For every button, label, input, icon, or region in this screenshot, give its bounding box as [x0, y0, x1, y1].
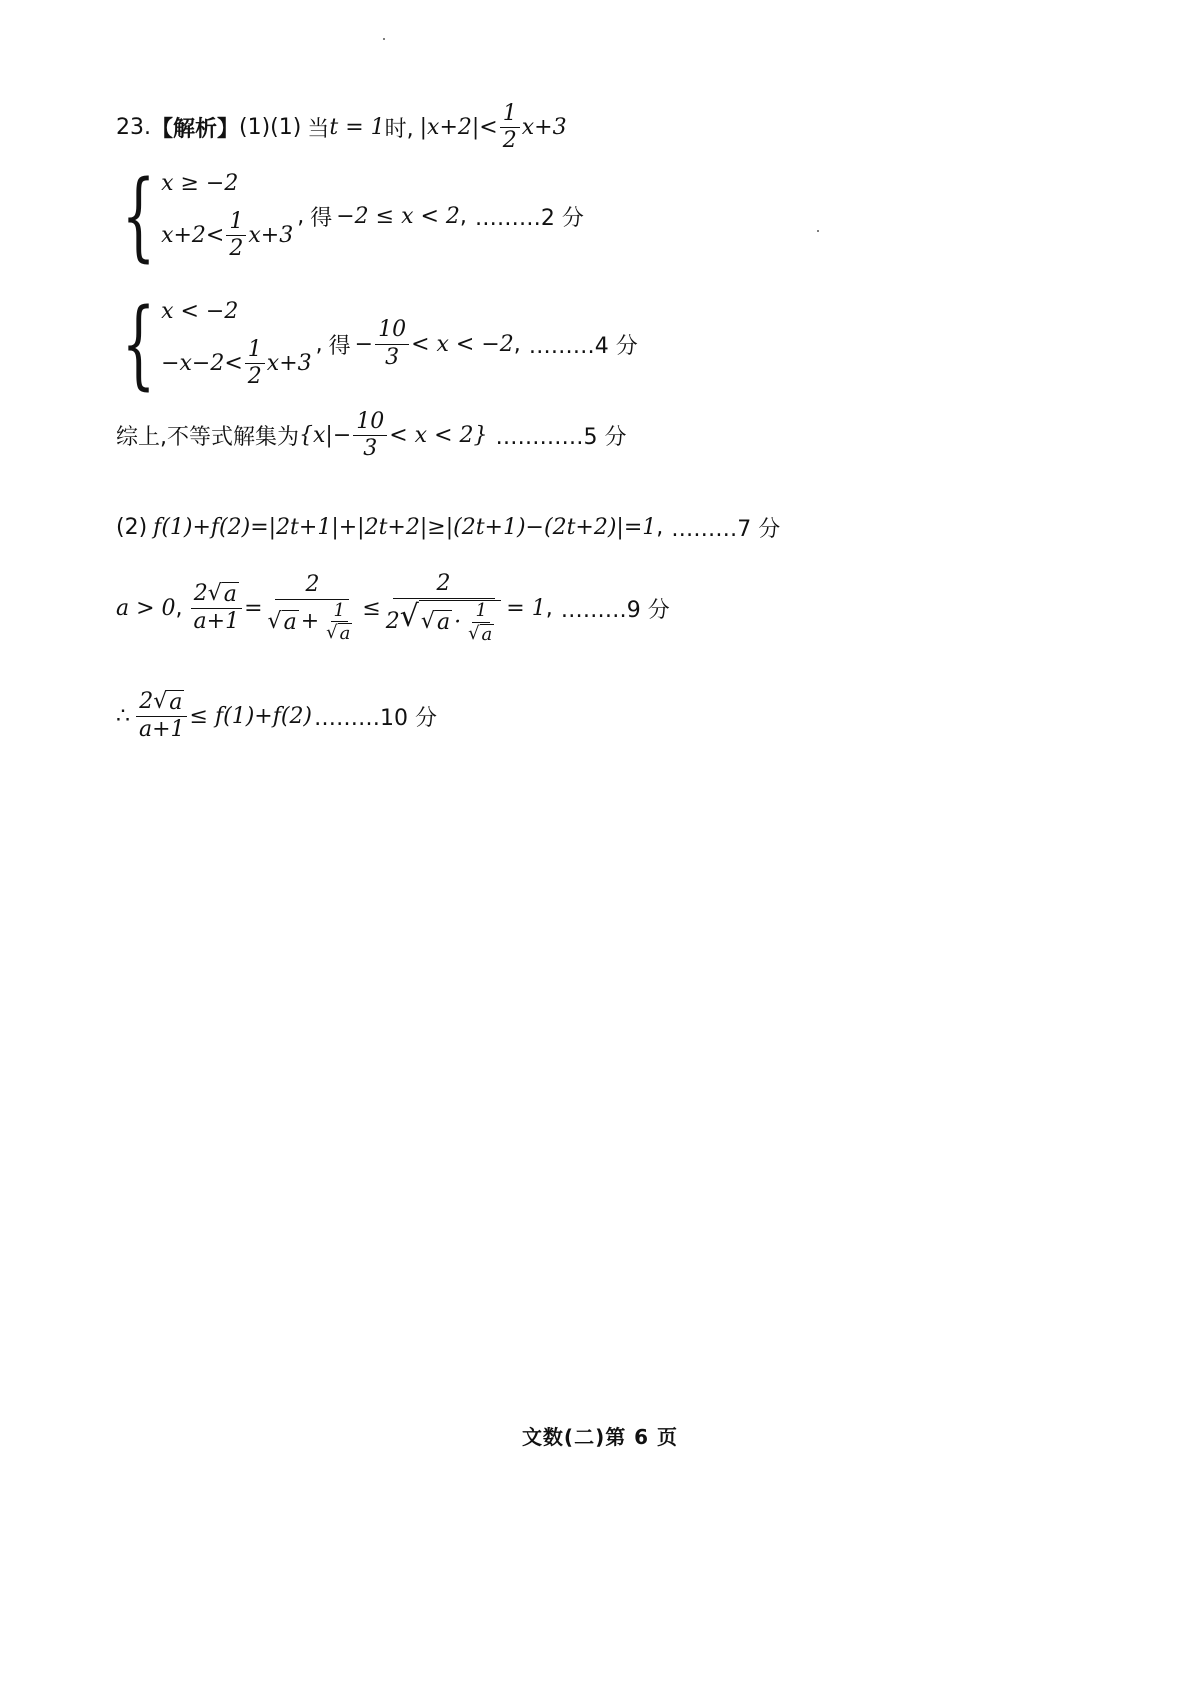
ten-thirds-fraction: $\frac{10}{3}$: [353, 410, 387, 461]
left-brace: {: [121, 160, 156, 272]
inverse-sqrt-fraction: 1 √ a: [468, 600, 493, 645]
de-text: 得: [310, 205, 333, 231]
summary-text: 综上,不等式解集为: [116, 425, 299, 451]
problem-number: 23.: [116, 115, 151, 141]
conclusion-line: [116, 690, 437, 742]
scan-speck: [817, 230, 819, 232]
page-footer: 文数(二)第 6 页: [521, 1425, 679, 1449]
part2-expression: f(1)+f(2)=|2t+1|+|2t+2|≥|(2t+1)−(2t+2)|=1: [153, 515, 657, 540]
part-label: (1)(1): [239, 115, 302, 141]
right-fraction: 2 2 √ √ a · 1 √ a: [383, 572, 505, 645]
sqrt-a: √ a: [153, 689, 183, 715]
conclusion-rest: ≤ f(1)+f(2): [189, 703, 313, 729]
rhs-tail: x+3: [521, 115, 567, 141]
when-suffix: 时,: [384, 117, 414, 143]
scan-speck: [383, 38, 385, 40]
sqrt-a: √ a: [207, 581, 237, 608]
case2-inequality: −x−2< $\frac{1}{2}$ x+3: [161, 336, 312, 389]
a-positive: a > 0: [116, 595, 176, 621]
case1-result: −2 ≤ x < 2: [336, 203, 460, 229]
case2-system: [118, 288, 312, 400]
summary-line: 综上,不等式解集为 {x|− $\frac{10}{3}$ < x < 2} …………5 分: [116, 409, 627, 462]
half-fraction: $\frac{1}{2}$: [500, 102, 520, 153]
abs-lhs: |x+2|<: [419, 115, 498, 141]
inverse-sqrt-fraction: 1 √ a: [326, 599, 351, 645]
therefore-symbol: ∴: [116, 703, 130, 729]
case1-system: [118, 160, 294, 272]
score-5: …………5 分: [495, 425, 627, 451]
part2-label: (2): [116, 515, 148, 540]
conclusion-fraction: 2 √ a a+1: [136, 690, 188, 742]
case2-result: < x < −2: [411, 331, 514, 357]
score-2: ………2 分: [474, 205, 584, 231]
case1-condition: x ≥ −2: [161, 170, 239, 196]
score-9: ………9 分: [560, 597, 670, 623]
problem-header-line: [116, 102, 567, 153]
half-fraction: $\frac{1}{2}$: [245, 338, 265, 389]
ten-thirds-fraction: $\frac{10}{3}$: [375, 318, 409, 369]
lhs-fraction: 2 √ a a+1: [191, 582, 243, 634]
middle-fraction: 2 √ a + 1 √ a: [265, 573, 361, 645]
left-brace: {: [121, 288, 156, 400]
de-text: 得: [328, 333, 351, 359]
t-equals: t = 1: [329, 115, 385, 141]
case1-inequality: x+2< $\frac{1}{2}$ x+3: [161, 208, 294, 261]
analysis-tag: 【解析】: [151, 117, 240, 143]
half-fraction: $\frac{1}{2}$: [226, 210, 246, 261]
equals-one: = 1: [506, 595, 546, 621]
am-gm-line: a > 0 , 2 √ a a+1 = 2 √ a + 1 √ a ≤ 2 2 √ √ a · 1 √ a = 1 , ………9 分: [116, 571, 670, 645]
score-4: ………4 分: [528, 333, 638, 359]
case2-condition: x < −2: [161, 298, 239, 324]
case2-line: { x < −2 −x−2< $\frac{1}{2}$ x+3 , 得 − $\frac{10}{3}$ < x < −2 , ………4 分: [118, 296, 638, 392]
when-text: 当: [307, 117, 330, 143]
score-10: ………10 分: [314, 705, 438, 731]
score-7: ………7 分: [671, 517, 781, 542]
case1-line: { x ≥ −2 x+2< $\frac{1}{2}$ x+3 , 得 −2 ≤ x < 2 , ………2 分: [118, 168, 584, 264]
sqrt-a: √ a: [267, 608, 297, 635]
sqrt-product: √ √ a · 1 √ a: [400, 600, 502, 645]
part2-line: (2) f(1)+f(2)=|2t+1|+|2t+2|≥|(2t+1)−(2t+2)|=1 , ………7 分: [116, 512, 780, 543]
